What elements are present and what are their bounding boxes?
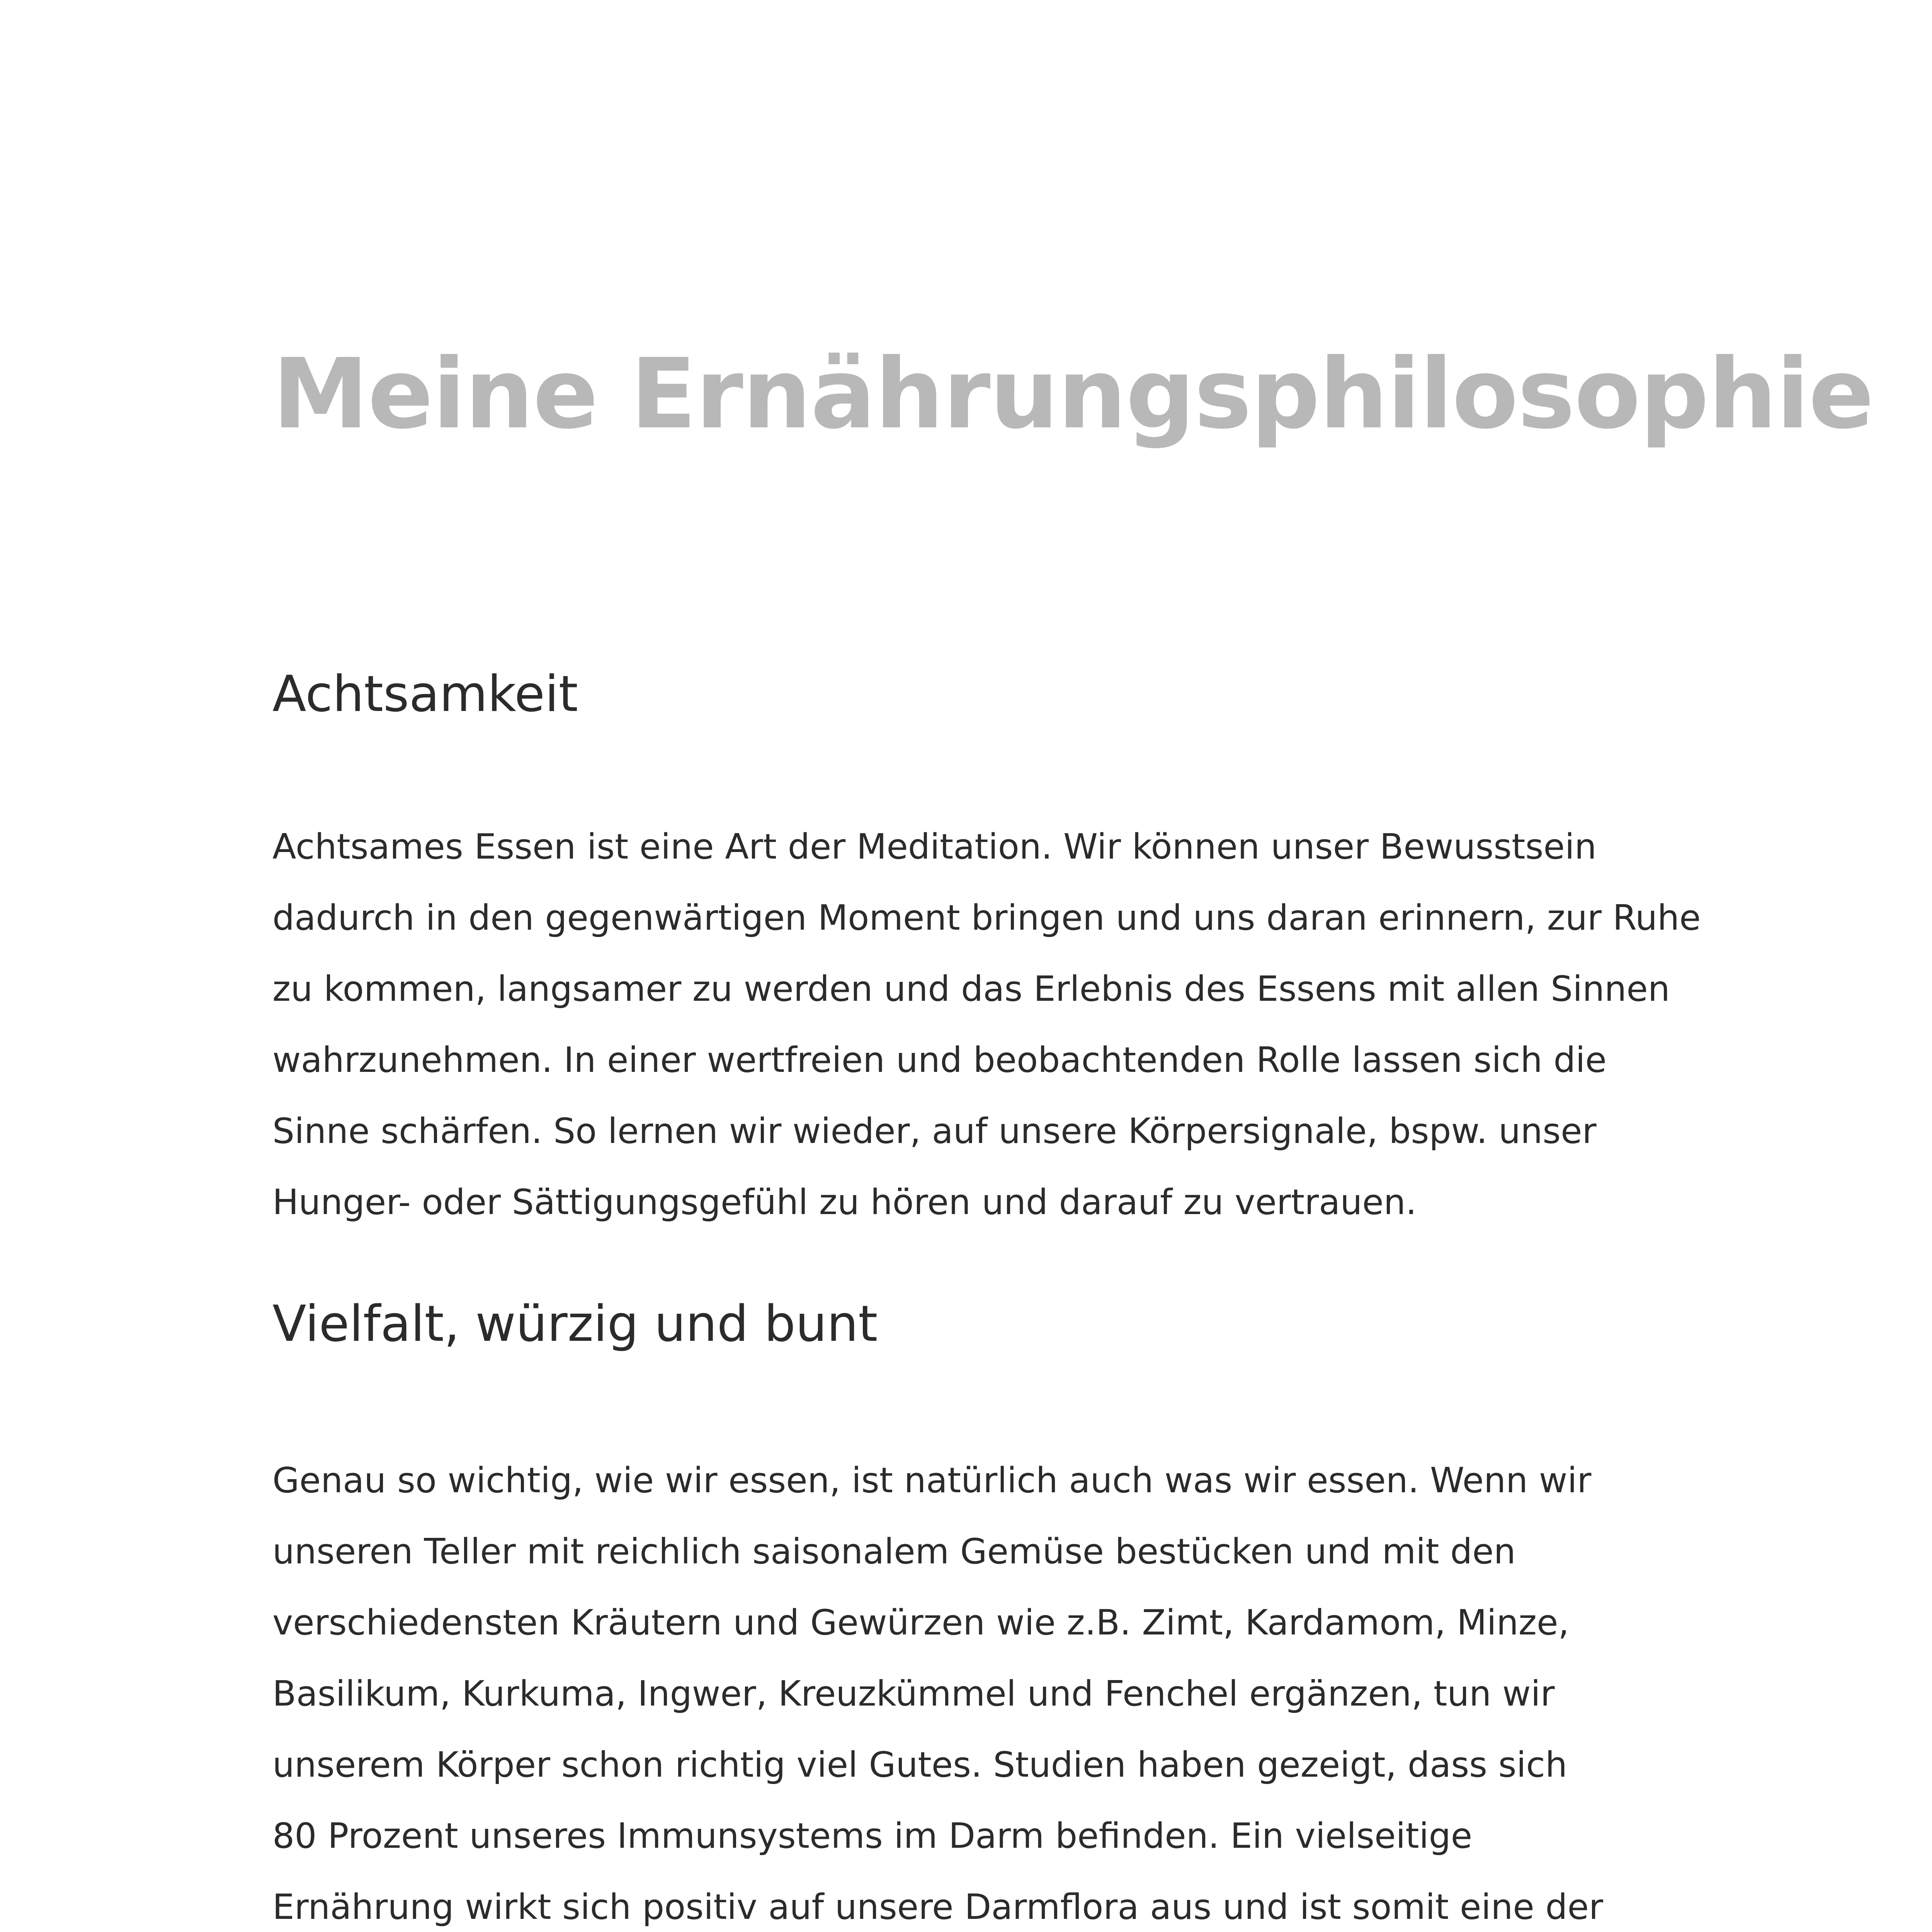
section-paragraph-vielfalt (272, 1445, 1733, 1932)
paragraph-line: Ernährung wirkt sich positiv auf unsere Darmflora aus und ist somit eine der (272, 1887, 1603, 1927)
paragraph-line: unserem Körper schon richtig viel Gutes. Studien haben gezeigt, dass sich (272, 1745, 1568, 1785)
paragraph-line: Genau so wichtig, wie wir essen, ist natürlich auch was wir essen. Wenn wir (272, 1460, 1592, 1501)
paragraph-line: Achtsames Essen ist eine Art der Meditation. Wir können unser Bewusstsein (272, 827, 1597, 867)
paragraph-line: dadurch in den gegenwärtigen Moment bringen und uns daran erinnern, zur Ruhe (272, 898, 1701, 938)
paragraph-line: zu kommen, langsamer zu werden und das Erlebnis des Essens mit allen Sinnen (272, 969, 1670, 1009)
section-heading-vielfalt: Vielfalt, würzig und bunt (272, 1295, 878, 1353)
paragraph-line: Hunger- oder Sättigungsgefühl zu hören und darauf zu vertrauen. (272, 1182, 1417, 1223)
section-paragraph-achtsamkeit (272, 811, 1733, 1238)
paragraph-line: Sinne schärfen. So lernen wir wieder, auf unsere Körpersignale, bspw. unser (272, 1111, 1597, 1151)
section-heading-achtsamkeit: Achtsamkeit (272, 665, 578, 723)
paragraph-line: verschiedensten Kräutern und Gewürzen wie z.B. Zimt, Kardamom, Minze, (272, 1602, 1570, 1643)
paragraph-line: unseren Teller mit reichlich saisonalem Gemüse bestücken und mit den (272, 1531, 1516, 1572)
paragraph-line: wahrzunehmen. In einer wertfreien und beobachtenden Rolle lassen sich die (272, 1040, 1607, 1080)
page-title: Meine Ernährungsphilosophie (272, 338, 1874, 450)
paragraph-line: Basilikum, Kurkuma, Ingwer, Kreuzkümmel und Fenchel ergänzen, tun wir (272, 1673, 1555, 1714)
paragraph-line: 80 Prozent unseres Immunsystems im Darm befinden. Ein vielseitige (272, 1816, 1473, 1856)
